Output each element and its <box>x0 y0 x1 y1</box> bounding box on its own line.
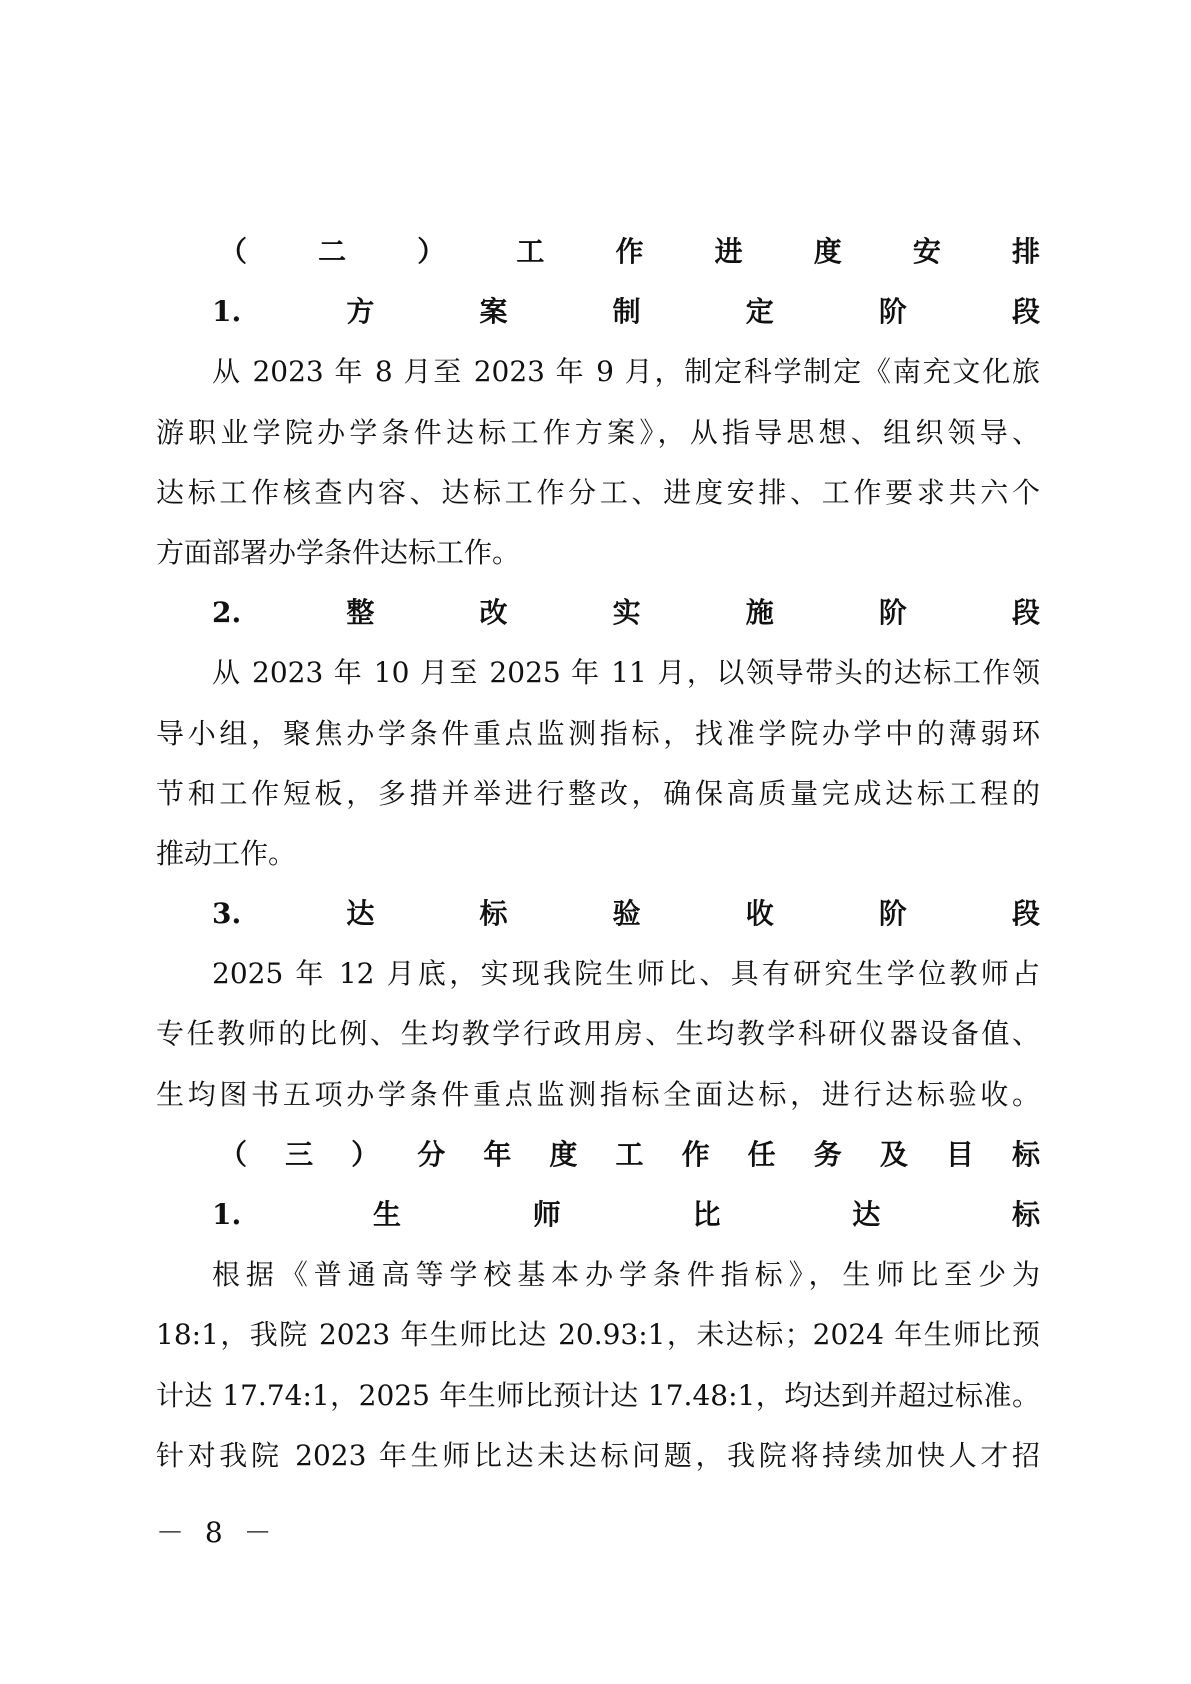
text-line: 节和工作短板，多措并举进行整改，确保高质量完成达标工程的 <box>156 776 1040 810</box>
task-title-student-teacher-ratio: 1.生师比达标 <box>212 1198 1040 1231</box>
text-line: 从 2023 年 8 月至 2023 年 9 月，制定科学制定《南充文化旅 <box>212 355 1040 389</box>
section-heading-progress: （二）工作进度安排 <box>219 235 1040 268</box>
text-line: 方面部署办学条件达标工作。 <box>156 535 521 569</box>
paragraph-planning <box>156 342 1040 583</box>
text-line: 生均图书五项办学条件重点监测指标全面达标，进行达标验收。 <box>156 1077 1040 1111</box>
text-line: 达标工作核查内容、达标工作分工、进度安排、工作要求共六个 <box>156 475 1040 509</box>
text-line: 游职业学院办学条件达标工作方案》，从指导思想、组织领导、 <box>156 415 1040 449</box>
text-line: 专任教师的比例、生均教学行政用房、生均教学科研仪器设备值、 <box>156 1017 1040 1051</box>
paragraph-student-teacher-ratio <box>156 1245 1040 1486</box>
text-line: 推动工作。 <box>156 836 297 870</box>
text-line: 2025 年 12 月底，实现我院生师比、具有研究生学位教师占 <box>212 957 1040 991</box>
paragraph-acceptance <box>156 944 1040 1125</box>
stage-title-rectification: 2.整改实施阶段 <box>212 596 1040 630</box>
text-line: 从 2023 年 10 月至 2025 年 11 月，以领导带头的达标工作领 <box>212 656 1040 690</box>
text-line: 根据《普通高等学校基本办学条件指标》，生师比至少为 <box>212 1258 1040 1292</box>
text-line: 导小组，聚焦办学条件重点监测指标，找准学院办学中的薄弱环 <box>156 716 1040 750</box>
text-line: 18:1，我院 2023 年生师比达 20.93:1，未达标；2024 年生师比预 <box>156 1318 1040 1352</box>
section-heading-annual-tasks: （三）分年度工作任务及目标 <box>219 1137 1040 1171</box>
paragraph-rectification <box>156 643 1040 884</box>
stage-title-planning: 1.方案制定阶段 <box>212 295 1040 329</box>
text-line: 针对我院 2023 年生师比达未达标问题，我院将持续加快人才招 <box>156 1438 1040 1472</box>
stage-title-acceptance: 3.达标验收阶段 <box>212 897 1040 931</box>
text-line: 计达 17.74:1，2025 年生师比预计达 17.48:1，均达到并超过标准。 <box>156 1378 1040 1412</box>
page-number: － 8 － <box>156 1516 278 1549</box>
page-body <box>156 222 1040 1486</box>
